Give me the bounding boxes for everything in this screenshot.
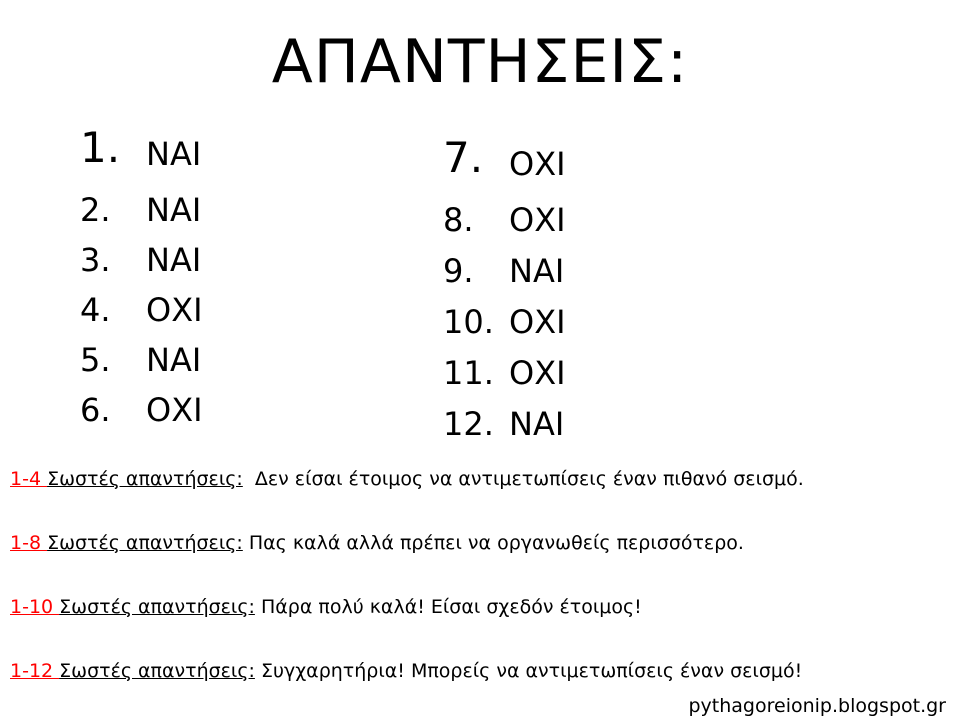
result-line-1-12 — [10, 658, 802, 684]
result-text: Πάρα πολύ καλά! Είσαι σχεδόν έτοιμος! — [254, 596, 642, 618]
answer-number: 6. — [80, 391, 111, 429]
answer-number: 4. — [80, 291, 111, 329]
answer-number: 10. — [443, 303, 494, 341]
answer-value: ΝΑΙ — [146, 191, 202, 229]
result-label: Σωστές απαντήσεις: — [59, 596, 255, 618]
answer-value: ΟΧΙ — [509, 145, 566, 183]
result-text: Δεν είσαι έτοιμος να αντιμετωπίσεις έναν πιθανό σεισμό. — [242, 468, 804, 490]
answer-number: 12. — [443, 405, 494, 443]
answer-number: 8. — [443, 201, 474, 239]
result-label: Σωστές απαντήσεις: — [47, 532, 243, 554]
result-line-1-8 — [10, 530, 744, 556]
page-title: ΑΠΑΝΤΗΣΕΙΣ: — [271, 27, 689, 97]
result-text: Πας καλά αλλά πρέπει να οργανωθείς περισσότερο. — [242, 532, 744, 554]
footer-url: pythagoreionip.blogspot.gr — [688, 695, 946, 717]
answer-number: 3. — [80, 241, 111, 279]
result-range: 1-8 — [10, 532, 48, 554]
answer-value: ΟΧΙ — [509, 354, 566, 392]
answer-value: ΟΧΙ — [146, 291, 203, 329]
result-range: 1-4 — [10, 468, 48, 490]
answer-value: ΝΑΙ — [146, 241, 202, 279]
answer-value: ΝΑΙ — [146, 341, 202, 379]
result-text: Συγχαρητήρια! Μπορείς να αντιμετωπίσεις έναν σεισμό! — [254, 660, 803, 682]
result-line-1-10 — [10, 594, 642, 620]
answer-value: ΝΑΙ — [509, 252, 565, 290]
answer-number: 7. — [443, 133, 484, 182]
result-line-1-4 — [10, 466, 804, 492]
result-label: Σωστές απαντήσεις: — [47, 468, 243, 490]
answer-number: 9. — [443, 252, 474, 290]
answer-number: 2. — [80, 191, 111, 229]
answer-number: 5. — [80, 341, 111, 379]
result-range: 1-10 — [10, 596, 60, 618]
result-label: Σωστές απαντήσεις: — [59, 660, 255, 682]
answer-number: 1. — [80, 123, 121, 172]
answer-value: ΝΑΙ — [146, 135, 202, 173]
answer-value: ΟΧΙ — [509, 303, 566, 341]
answer-number: 11. — [443, 354, 494, 392]
answer-value: ΟΧΙ — [146, 391, 203, 429]
result-range: 1-12 — [10, 660, 60, 682]
answer-value: ΝΑΙ — [509, 405, 565, 443]
answer-value: ΟΧΙ — [509, 201, 566, 239]
